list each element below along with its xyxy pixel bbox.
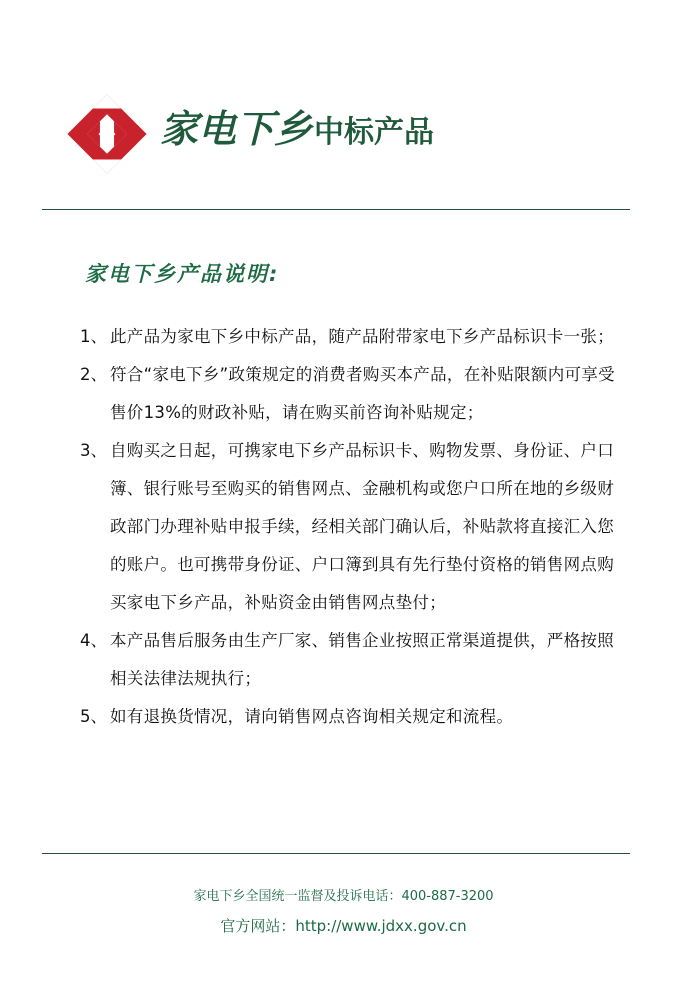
- item-number: 2、: [80, 365, 107, 384]
- complaint-hotline: 家电下乡全国统一监督及投诉电话：400-887-3200: [193, 889, 494, 904]
- list-item: [80, 432, 625, 622]
- item-number: 1、: [80, 327, 107, 346]
- item-number: 3、: [80, 441, 107, 460]
- official-website: 官方网站：http://www.jdxx.gov.cn: [220, 917, 467, 935]
- item-text: 如有退换货情况，请向销售网点咨询相关规定和流程。: [110, 707, 514, 726]
- list-item: [80, 698, 625, 736]
- item-text: 此产品为家电下乡中标产品，随产品附带家电下乡产品标识卡一张；: [110, 327, 614, 346]
- instruction-list: [80, 318, 625, 736]
- brand-primary: 家电下乡: [160, 107, 313, 151]
- diamond-arrows-logo-icon: [66, 93, 148, 175]
- section-title: 家电下乡产品说明:: [85, 262, 280, 286]
- item-text: 自购买之日起，可携家电下乡产品标识卡、购物发票、身份证、户口簿、银行账号至购买的销售网点、金融机构或您户口所在地的乡级财政部门办理补贴申报手续，经相关部门确认后，补贴款将直接汇入您的账户。也可携带身份证、户口簿到具有先行垫付资格的销售网点购买家电下乡产品，补贴资金由销售网点垫付；: [110, 441, 614, 612]
- bottom-divider: [42, 853, 630, 854]
- list-item: [80, 318, 625, 356]
- item-number: 5、: [80, 707, 107, 726]
- item-text: 本产品售后服务由生产厂家、销售企业按照正常渠道提供，严格按照相关法律法规执行；: [110, 631, 614, 688]
- list-item: [80, 622, 625, 698]
- brand-logo-text: [160, 107, 435, 151]
- item-number: 4、: [80, 631, 107, 650]
- top-divider: [42, 209, 630, 210]
- item-text: 符合“家电下乡”政策规定的消费者购买本产品，在补贴限额内可享受售价13%的财政补贴，请在购买前咨询补贴规定；: [110, 365, 615, 422]
- list-item: [80, 356, 625, 432]
- brand-secondary: 中标产品: [314, 115, 435, 150]
